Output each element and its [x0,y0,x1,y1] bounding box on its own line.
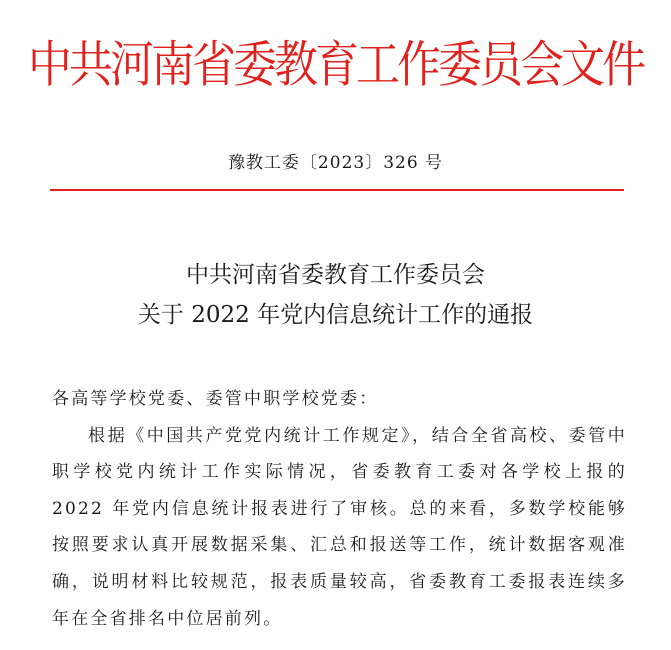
document-title [0,255,671,335]
document-title-line-2: 关于 2022 年党内信息统计工作的通报 [137,302,534,328]
red-divider-line [50,189,624,191]
document-number: 豫教工委〔2023〕326 号 [227,153,444,173]
document-header-title: 中共河南省委教育工作委员会文件 [28,36,643,94]
body-paragraph: 根据《中国共产党党内统计工作规定》，结合全省高校、委管中职学校党内统计工作实际情况，省委教育工委对各学校上报的 2022 年党内信息统计报表进行了审核。总的来看，多数学校能够按照要求认真开展数据采集、汇总和报送等工作，统计数据客观准确，说明材料比较规范，报表质量较高，省委教育工委报表连续多年在全省排名中位居前列。 [52,425,627,629]
document-body [52,381,627,637]
document-title-line-1: 中共河南省委教育工作委员会 [186,262,485,288]
salutation: 各高等学校党委、委管中职学校党委： [52,389,379,409]
